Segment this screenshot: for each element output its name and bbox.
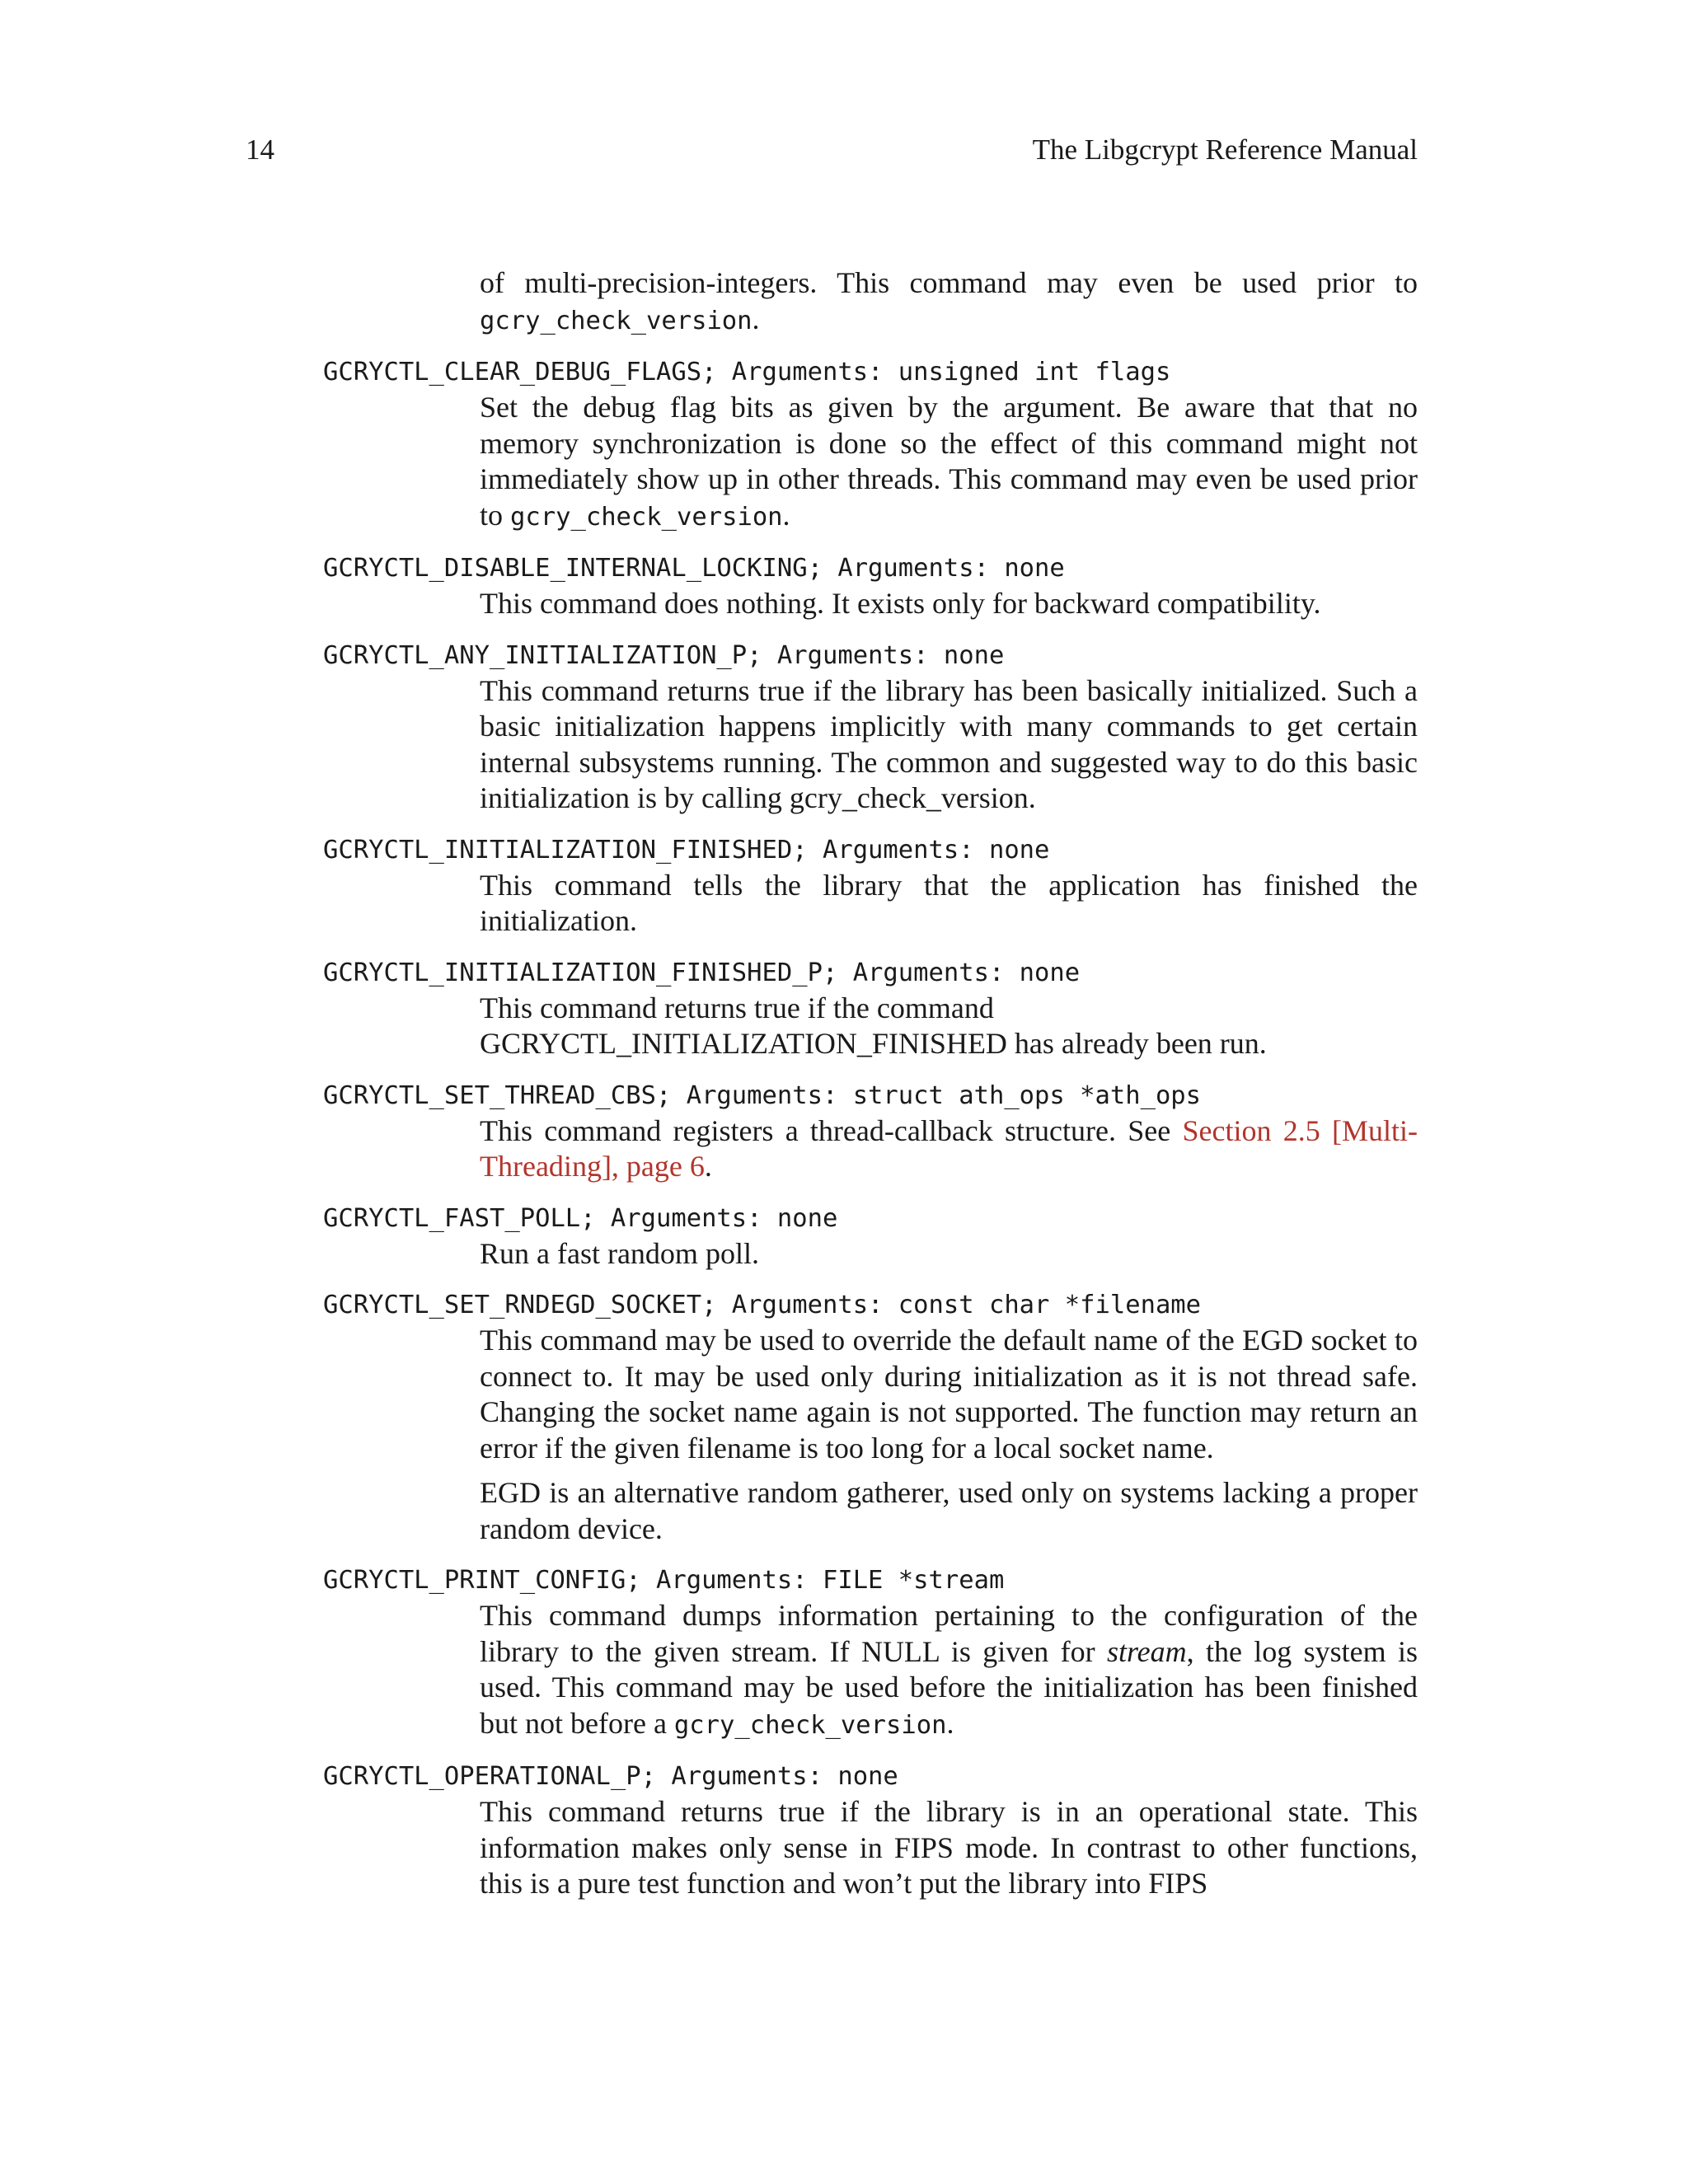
- entry-initialization-finished-p: [323, 955, 1418, 1062]
- entry-term: GCRYCTL_CLEAR_DEBUG_FLAGS; Arguments: unsigned int flags: [323, 358, 1171, 387]
- cross-reference-link[interactable]: Section 2.5 [Multi-Threading], page 6: [480, 1113, 1418, 1183]
- description-text: GCRYCTL_INITIALIZATION_FINISHED has already been run.: [480, 1027, 1267, 1060]
- page-number: 14: [246, 134, 274, 166]
- entry-description: [480, 673, 1418, 817]
- entry-term: GCRYCTL_PRINT_CONFIG; Arguments: FILE *stream: [323, 1566, 1005, 1595]
- entry-term: GCRYCTL_OPERATIONAL_P; Arguments: none: [323, 1762, 898, 1791]
- inline-code: gcry_check_version: [673, 1710, 947, 1740]
- description-text: This command returns true if the library is in an operational state. This information makes only sense in FIPS mode. In contrast to other functions, this is a pure test function and won’t put the library into FIPS: [480, 1795, 1418, 1900]
- description-text: This command may be used to override the default name of the EGD socket to connect to. It may be used only during initialization as it is not thread safe. Changing the socket name again is not supported. The function may return an error if the given filename is too long for a local socket name.: [480, 1324, 1418, 1465]
- description-text: This command returns true if the command: [480, 991, 994, 1024]
- entry-term: GCRYCTL_INITIALIZATION_FINISHED_P; Arguments: none: [323, 958, 1081, 987]
- inline-code: gcry_check_version: [510, 502, 783, 532]
- continuation-paragraph: [323, 265, 1418, 339]
- entry-description: [480, 868, 1418, 940]
- description-text: This command returns true if the library has been basically initialized. Such a basic initialization happens implicitly with many commands to get certain internal subsystems running. The common and suggested way to do this basic initialization is by calling gcry_check_version.: [480, 673, 1418, 814]
- entry-description: [480, 265, 1418, 339]
- page-body: [323, 265, 1418, 1902]
- entry-initialization-finished: [323, 832, 1418, 940]
- entry-disable-internal-locking: [323, 551, 1418, 622]
- running-title: The Libgcrypt Reference Manual: [1032, 134, 1418, 166]
- entry-description: [480, 1794, 1418, 1902]
- description-text: This command dumps information pertaining to the configuration of the library to the given stream. If NULL is given for: [480, 1599, 1418, 1668]
- description-text: This command tells the library that the application has finished the initialization.: [480, 868, 1418, 937]
- entry-description: [480, 1323, 1418, 1547]
- entry-set-thread-cbs: [323, 1078, 1418, 1185]
- entry-term: GCRYCTL_ANY_INITIALIZATION_P; Arguments: none: [323, 640, 1005, 670]
- description-text: Set the debug flag bits as given by the argument. Be aware that that no memory synchronization is done so the effect of this command might not immediately show up in other threads. This command may even be used prior to: [480, 391, 1418, 532]
- entry-fast-poll: [323, 1201, 1418, 1272]
- entry-term: GCRYCTL_FAST_POLL; Arguments: none: [323, 1203, 838, 1233]
- description-text: This command registers a thread-callback structure. See: [480, 1113, 1183, 1147]
- entry-term: GCRYCTL_SET_THREAD_CBS; Arguments: struct ath_ops *ath_ops: [323, 1080, 1202, 1110]
- entry-operational-p: [323, 1759, 1418, 1902]
- description-text: of multi-precision-integers. This command may even be used prior to: [480, 266, 1418, 299]
- description-text: .: [752, 302, 760, 335]
- description-text: EGD is an alternative random gatherer, used only on systems lacking a proper random device.: [480, 1476, 1418, 1545]
- entry-description: [480, 1236, 1418, 1272]
- entry-term: GCRYCTL_INITIALIZATION_FINISHED; Arguments: none: [323, 835, 1050, 865]
- inline-code: gcry_check_version: [480, 306, 753, 335]
- entry-term: GCRYCTL_DISABLE_INTERNAL_LOCKING; Arguments: none: [323, 554, 1065, 583]
- emphasized-text: stream: [1106, 1634, 1187, 1668]
- entry-description: [480, 390, 1418, 535]
- entry-term: GCRYCTL_SET_RNDEGD_SOCKET; Arguments: const char *filename: [323, 1291, 1202, 1319]
- description-text: .: [782, 498, 790, 532]
- description-text: This command does nothing. It exists only for backward compatibility.: [480, 587, 1321, 620]
- description-text: , the log system is used. This command may be used before the initialization has been finished but not before a: [480, 1634, 1418, 1740]
- entry-description: [480, 991, 1418, 1062]
- entry-any-initialization-p: [323, 638, 1418, 817]
- description-text: .: [704, 1150, 712, 1183]
- entry-clear-debug-flags: [323, 354, 1418, 535]
- description-text: Run a fast random poll.: [480, 1236, 759, 1270]
- entry-description: [480, 1598, 1418, 1743]
- description-text: .: [946, 1706, 954, 1740]
- entry-description: [480, 1113, 1418, 1185]
- entry-description: [480, 586, 1418, 622]
- entry-print-config: [323, 1563, 1418, 1743]
- entry-set-rndegd-socket: [323, 1287, 1418, 1547]
